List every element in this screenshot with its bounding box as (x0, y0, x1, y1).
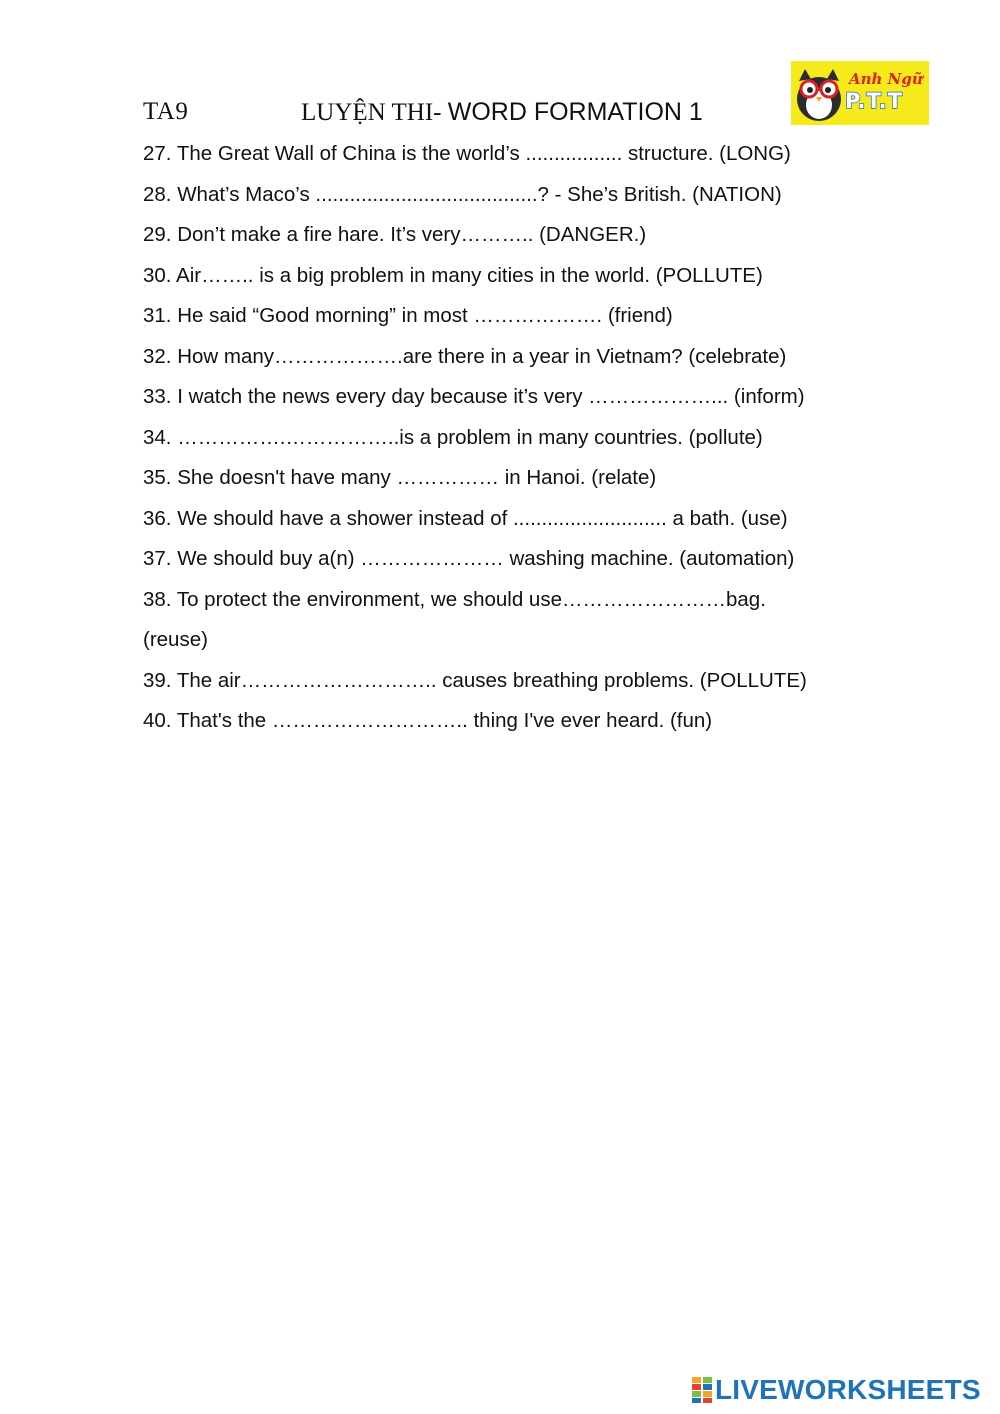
question-item: 40. That's the ……………………….. thing I've ever heard. (fun) (143, 709, 713, 732)
question-item: 38. To protect the environment, we should use……………………bag. (143, 587, 766, 611)
question-item: 31. He said “Good morning” in most ………………. (friend) (143, 304, 673, 327)
owl-with-glasses-icon (791, 61, 847, 125)
question-item: 39. The air……………………….. causes breathing problems. (POLLUTE) (143, 668, 807, 692)
question-item: 34. …………….……………..is a problem in many countries. (pollute) (143, 425, 763, 449)
liveworksheets-footer (692, 1376, 981, 1404)
question-item: 30. Air…….. is a big problem in many cities in the world. (POLLUTE) (143, 263, 763, 287)
class-code: TA9 (143, 98, 189, 125)
worksheet-title (301, 98, 703, 127)
school-logo (791, 61, 929, 125)
worksheet-header (143, 98, 783, 134)
question-item-continuation: (reuse) (143, 628, 208, 651)
question-item: 32. How many……………….are there in a year in Vietnam? (celebrate) (143, 344, 787, 368)
question-item: 28. What’s Maco’s .......................................? - She’s British. (NATION) (143, 182, 782, 206)
question-item: 37. We should buy a(n) ………………… washing machine. (automation) (143, 547, 795, 570)
liveworksheets-logo-icon (692, 1377, 712, 1403)
question-item: 36. We should have a shower instead of ........................... a bath. (use) (143, 506, 788, 530)
question-item: 33. I watch the news every day because it’s very ………………... (inform) (143, 385, 805, 408)
liveworksheets-brand: LIVEWORKSHEETS (715, 1374, 981, 1405)
logo-brand: P.T.T (845, 89, 903, 113)
title-topic: WORD FORMATION 1 (447, 98, 703, 126)
question-item: 35. She doesn't have many …………… in Hanoi. (relate) (143, 466, 657, 489)
title-prefix: LUYỆN THI- (301, 99, 448, 126)
question-list (143, 134, 943, 742)
question-item: 29. Don’t make a fire hare. It’s very……….. (DANGER.) (143, 223, 647, 246)
logo-tagline: Anh Ngữ (849, 70, 923, 88)
question-item: 27. The Great Wall of China is the world’s ................. structure. (LONG) (143, 142, 791, 165)
